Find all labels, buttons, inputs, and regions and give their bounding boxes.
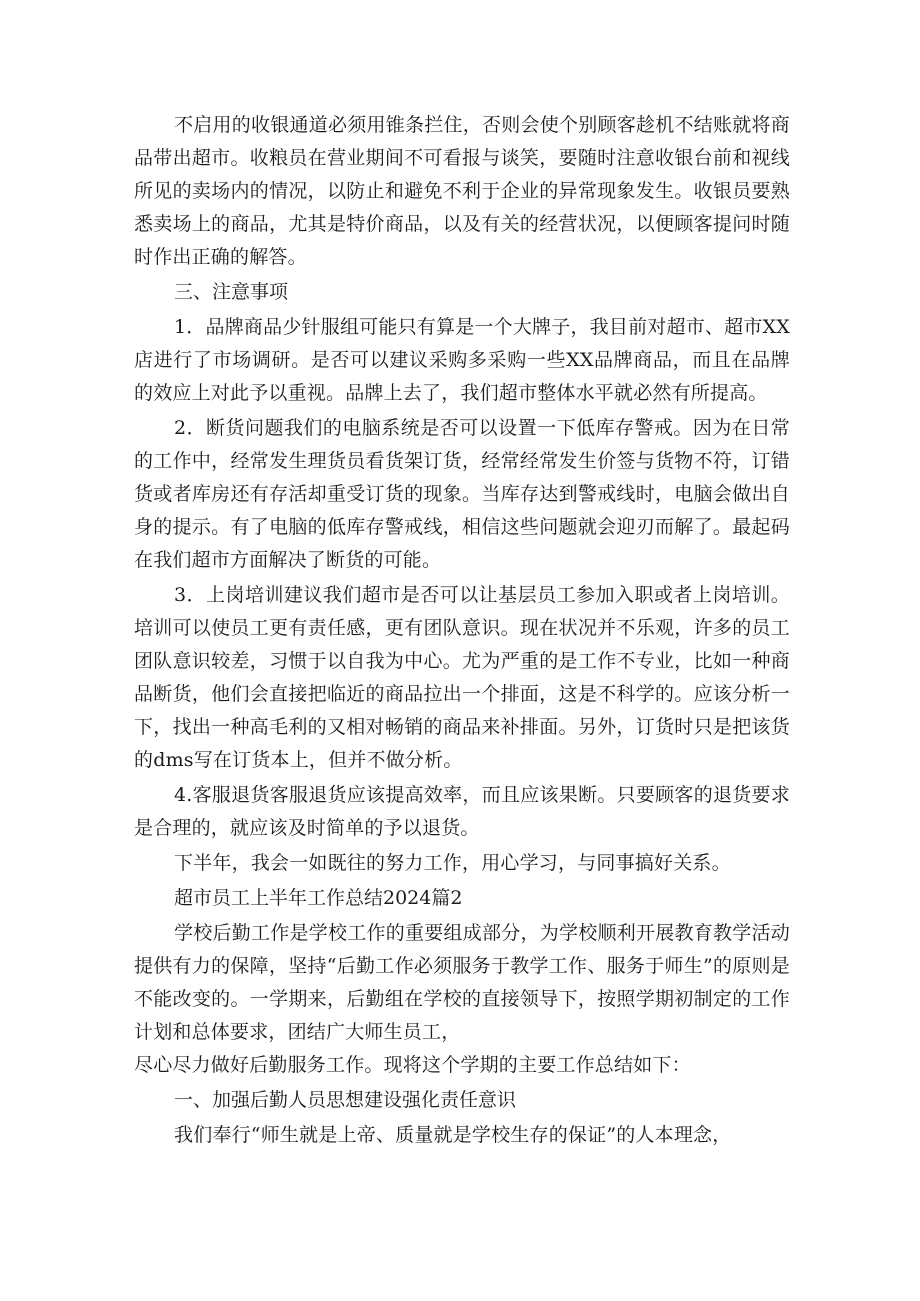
heading-strengthen: 一、加强后勤人员思想建设强化责任意识 bbox=[174, 1089, 517, 1111]
paragraph-logistics-continued: 尽心尽力做好后勤服务工作。现将这个学期的主要工作总结如下： bbox=[134, 1054, 691, 1076]
item-out-of-stock: 2．断货问题我们的电脑系统是否可以设置一下低库存警戒。因为在日常的工作中，经常发生理货员看货架订货，经常经常发生价签与货物不符，订错货或者库房还有存活却重受订货的现象。当库存达到警戒线时，电脑会做出自身的提示。有了电脑的低库存警戒线，相信这些问题就会迎刃而解了。最起码在我们超市方面解决了断货的可能。 bbox=[134, 417, 790, 571]
item-training: 3．上岗培训建议我们超市是否可以让基层员工参加入职或者上岗培训。培训可以使员工更有责任感，更有团队意识。现在状况并不乐观，许多的员工团队意识较差，习惯于以自我为中心。尤为严重的是工作不专业，比如一种商品断货，他们会直接把临近的商品拉出一个排面，这是不科学的。应该分析一下，找出一种高毛利的又相对畅销的商品来补排面。另外，订货时只是把该货的dms写在订货本上，但并不做分析。 bbox=[134, 584, 790, 771]
heading-notes: 三、注意事项 bbox=[174, 281, 289, 303]
paragraph-closing: 下半年，我会一如既往的努力工作，用心学习，与同事搞好关系。 bbox=[174, 852, 731, 874]
section-title: 超市员工上半年工作总结2024篇2 bbox=[174, 887, 463, 909]
item-returns: 4.客服退货客服退货应该提高效率，而且应该果断。只要顾客的退货要求是合理的，就应该及时简单的予以退货。 bbox=[134, 784, 790, 839]
paragraph-philosophy: 我们奉行“师生就是上帝、质量就是学校生存的保证”的人本理念， bbox=[174, 1124, 732, 1146]
document-page bbox=[134, 109, 790, 1152]
paragraph-cashier: 不启用的收银通道必须用锥条拦住，否则会使个别顾客趁机不结账就将商品带出超市。收粮员在营业期间不可看报与谈笑，要随时注意收银台前和视线所见的卖场内的情况，以防止和避免不利于企业的异常现象发生。收银员要熟悉卖场上的商品，尤其是特价商品，以及有关的经营状况，以便顾客提问时随时作出正确的解答。 bbox=[134, 114, 790, 268]
item-brand: 1．品牌商品少针服组可能只有算是一个大牌子，我目前对超市、超市XX店进行了市场调研。是否可以建议采购多采购一些XX品牌商品，而且在品牌的效应上对此予以重视。品牌上去了，我们超市整体水平就必然有所提高。 bbox=[134, 316, 790, 404]
paragraph-logistics: 学校后勤工作是学校工作的重要组成部分，为学校顺利开展教育教学活动提供有力的保障，坚持“后勤工作必须服务于教学工作、服务于师生”的原则是不能改变的。一学期来，后勤组在学校的直接领导下，按照学期初制定的工作计划和总体要求，团结广大师生员工， bbox=[134, 922, 790, 1043]
